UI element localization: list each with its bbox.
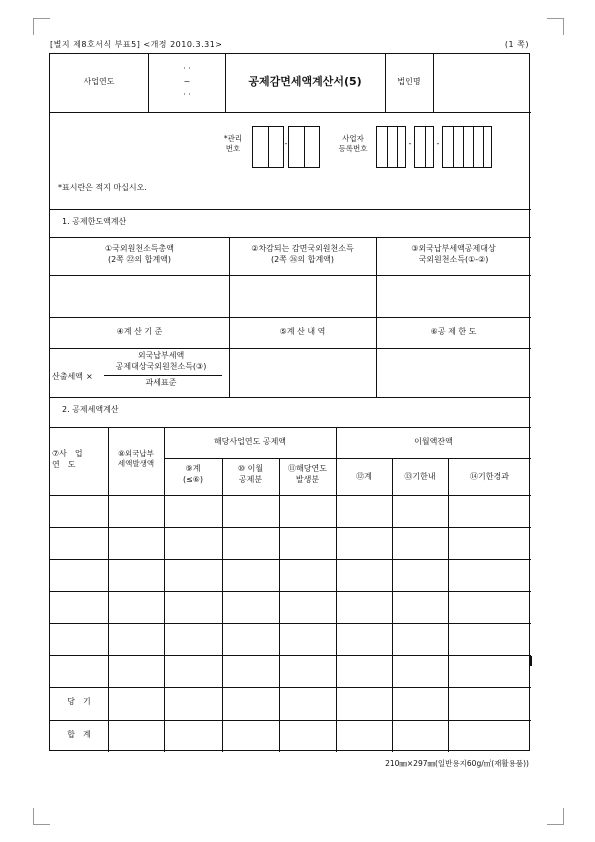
formula-numerator: 외국납부세액 공제대상국외원천소득(③) [115, 351, 207, 371]
group2-header: 이월액잔액 [414, 437, 453, 446]
crop-mark-top-right [547, 18, 564, 35]
col14-header: ⑭기한경과 [470, 472, 509, 481]
period-dots-bottom: · · [183, 90, 191, 99]
table-row [50, 527, 531, 528]
col8-header: ⑧외국납부 세액발생액 [117, 449, 155, 469]
bizreg-number-boxes-b [414, 126, 434, 168]
business-year-label: 사업연도 [83, 77, 115, 86]
table-row [50, 655, 531, 656]
row-total-label: 합 계 [67, 730, 91, 739]
page-label: (1 쪽) [504, 40, 529, 49]
col9-header: ⑨계 (≤⑥) [182, 464, 204, 484]
crop-mark-bottom-left [33, 808, 50, 825]
col11-header: ⑪해당연도 발생분 [288, 464, 327, 484]
formula-times: × [86, 372, 93, 381]
bizreg-dash-2: - [436, 139, 440, 148]
bizreg-number-boxes-a [376, 126, 406, 168]
right-edge-mark [530, 656, 532, 666]
bizreg-number-boxes-c [442, 126, 492, 168]
table-row [50, 623, 531, 624]
col7-header: ⑦사 업 연 도 [52, 449, 83, 469]
section1-title: 1. 공제한도액계산 [62, 217, 127, 226]
bizreg-dash-1: - [408, 139, 412, 148]
formula-fraction-bar [104, 375, 222, 376]
table-row [50, 720, 531, 721]
row-current-label: 당 기 [67, 697, 91, 706]
mgmt-number-boxes-b [288, 126, 320, 168]
col5-header: ⑤계 산 내 역 [279, 327, 326, 336]
mgmt-number-label: *관리 번호 [223, 134, 243, 154]
crop-mark-top-left [33, 18, 50, 35]
col4-header: ④계 산 기 준 [116, 327, 163, 336]
footer-paper-spec: 210㎜×297㎜(일반용지60g/㎡(재활용품)) [385, 759, 529, 768]
crop-mark-bottom-right [547, 808, 564, 825]
col2-header: ②차감되는 감면국외원천소득 (2쪽 ㉖의 합계액) [251, 244, 354, 264]
table-row [50, 591, 531, 592]
form-frame [49, 53, 530, 751]
bizreg-number-label: 사업자 등록번호 [338, 134, 368, 154]
corp-name-label: 법인명 [397, 77, 421, 86]
col1-header: ①국외원천소득총액 (2쪽 ㉒의 합계액) [105, 244, 174, 264]
form-reference: [별지 제8호서식 부표5] <개정 2010.3.31> [50, 40, 223, 49]
section2-title: 2. 공제세액계산 [62, 405, 119, 414]
form-title: 공제감면세액계산서(5) [248, 75, 362, 88]
col6-header: ⑥공 제 한 도 [430, 327, 477, 336]
group1-header: 해당사업연도 공제액 [213, 437, 287, 446]
table-row [50, 687, 531, 688]
period-tilde: ~ [183, 77, 191, 86]
formula-denominator: 과세표준 [145, 378, 177, 387]
col12-header: ⑫계 [356, 472, 372, 481]
mgmt-number-boxes-a [252, 126, 284, 168]
note-text: *표시란은 적지 마십시오. [58, 183, 147, 192]
col3-header: ③외국납부세액공제대상 국외원천소득(①-②) [411, 244, 496, 264]
mgmt-number-dash: - [284, 139, 288, 148]
period-dots-top: · · [183, 64, 191, 73]
table-row [50, 559, 531, 560]
formula-prefix: 산출세액 [52, 372, 83, 381]
col13-header: ⑬기한내 [404, 472, 436, 481]
col10-header: ⑩ 이월 공제분 [237, 464, 264, 484]
